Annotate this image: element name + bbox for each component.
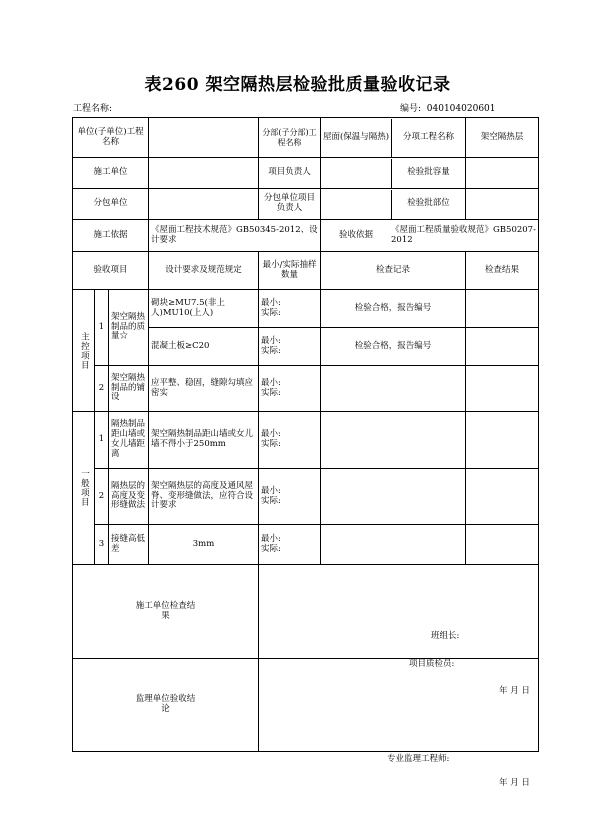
sub-pm-cell — [321, 189, 466, 220]
row-result[interactable] — [466, 366, 539, 412]
row-record[interactable] — [321, 366, 466, 412]
row-record[interactable] — [321, 412, 466, 469]
subdiv-cell — [321, 118, 466, 158]
acceptance-basis-value: 《屋面工程质量验收规范》GB50207-2012 — [391, 224, 536, 245]
col-record: 检查记录 — [321, 252, 466, 290]
unit-label: 单位(子单位)工程名称 — [73, 118, 149, 158]
pm-cell — [321, 158, 466, 189]
row-name: 架空隔热制品的铺设 — [109, 366, 149, 412]
row-result[interactable] — [466, 525, 539, 565]
inspection-table — [72, 117, 539, 788]
team-leader-label: 班组长: — [431, 630, 460, 641]
project-name-label: 工程名称: — [73, 104, 113, 114]
col-requirement: 设计要求及规范规定 — [149, 252, 259, 290]
row-requirement: 架空隔热制品距山墙或女儿墙不得小于250mm — [149, 412, 259, 469]
row-result[interactable] — [466, 412, 539, 469]
sub-pm-value[interactable] — [321, 190, 392, 219]
serial-number — [400, 101, 496, 114]
subcontractor-value[interactable] — [149, 189, 259, 220]
acceptance-basis-cell — [321, 220, 539, 252]
acceptance-basis-label: 验收依据 — [339, 229, 374, 240]
supervisor-label: 专业监理工程师: — [387, 754, 450, 764]
row-requirement: 架空隔热层的高度及通风屋脊、变形缝做法，应符合设计要求 — [149, 469, 259, 525]
row-name: 架空隔热制品的质量☆ — [109, 290, 149, 366]
subdiv-label: 分部(子分部)工程名称 — [259, 118, 321, 158]
construction-date: 年 月 日 — [499, 685, 530, 696]
row-sample[interactable]: 最小: 实际: — [259, 290, 321, 328]
row-no: 1 — [95, 412, 109, 469]
col-item: 验收项目 — [73, 252, 149, 290]
row-sample[interactable]: 最小: 实际: — [259, 328, 321, 366]
page-title: 表260 架空隔热层检验批质量验收记录 — [144, 75, 451, 95]
row-name: 隔热制品距山墙或女儿墙距离 — [109, 412, 149, 469]
construction-check-label: 施工单位检查结果 — [73, 565, 259, 659]
row-sample[interactable]: 最小: 实际: — [259, 366, 321, 412]
row-no: 2 — [95, 469, 109, 525]
row-result[interactable] — [466, 469, 539, 525]
col-sample: 最小/实际抽样数量 — [259, 252, 321, 290]
row-record[interactable]: 检验合格，报告编号 — [321, 290, 466, 328]
contractor-label: 施工单位 — [73, 158, 149, 189]
general-label: 一般项目 — [73, 412, 95, 565]
row-result[interactable] — [466, 328, 539, 366]
batch-capacity-value[interactable] — [466, 158, 539, 189]
basis-value: 《屋面工程技术规范》GB50345-2012、设计要求 — [149, 220, 321, 252]
row-name: 接缝高低差 — [109, 525, 149, 565]
row-sample[interactable]: 最小: 实际: — [259, 525, 321, 565]
batch-capacity-label: 检验批容量 — [407, 167, 450, 178]
row-requirement: 砌块≥MU7.5(非上人)MU10(上人) — [149, 290, 259, 328]
row-record[interactable] — [321, 525, 466, 565]
subitem-label: 分项工程名称 — [403, 131, 455, 142]
basis-label: 施工依据 — [73, 220, 149, 252]
row-requirement: 3mm — [149, 525, 259, 565]
row-result[interactable] — [466, 290, 539, 328]
row-no: 2 — [95, 366, 109, 412]
pm-value[interactable] — [321, 159, 392, 188]
main-control-label: 主控项目 — [73, 290, 95, 412]
subitem-value: 架空隔热层 — [466, 118, 539, 158]
serial-value: 040104020601 — [426, 104, 496, 114]
supervision-label: 监理单位验收结论 — [73, 659, 259, 752]
row-record[interactable]: 检验合格，报告编号 — [321, 328, 466, 366]
row-sample[interactable]: 最小: 实际: — [259, 469, 321, 525]
row-requirement: 混凝土板≥C20 — [149, 328, 259, 366]
supervision-date: 年 月 日 — [499, 778, 530, 788]
construction-check-area[interactable] — [259, 565, 539, 696]
row-no: 1 — [95, 290, 109, 366]
quality-inspector-label: 项目质检员: — [409, 658, 455, 669]
row-record[interactable] — [321, 469, 466, 525]
serial-label: 编号: — [400, 104, 422, 114]
pm-label: 项目负责人 — [259, 158, 321, 189]
batch-part-label: 检验批部位 — [407, 198, 450, 209]
subdiv-value: 屋面(保温与隔热) — [321, 119, 392, 157]
contractor-value[interactable] — [149, 158, 259, 189]
row-no: 3 — [95, 525, 109, 565]
unit-value[interactable] — [149, 118, 259, 158]
batch-part-value[interactable] — [466, 189, 539, 220]
row-name: 隔热层的高度及变形缝做法 — [109, 469, 149, 525]
supervision-area[interactable] — [259, 659, 539, 788]
sub-pm-label: 分包单位项目负责人 — [259, 189, 321, 220]
row-sample[interactable]: 最小: 实际: — [259, 412, 321, 469]
subcontractor-label: 分包单位 — [73, 189, 149, 220]
row-requirement: 应平整、稳固，缝隙勾填应密实 — [149, 366, 259, 412]
col-result: 检查结果 — [466, 252, 539, 290]
